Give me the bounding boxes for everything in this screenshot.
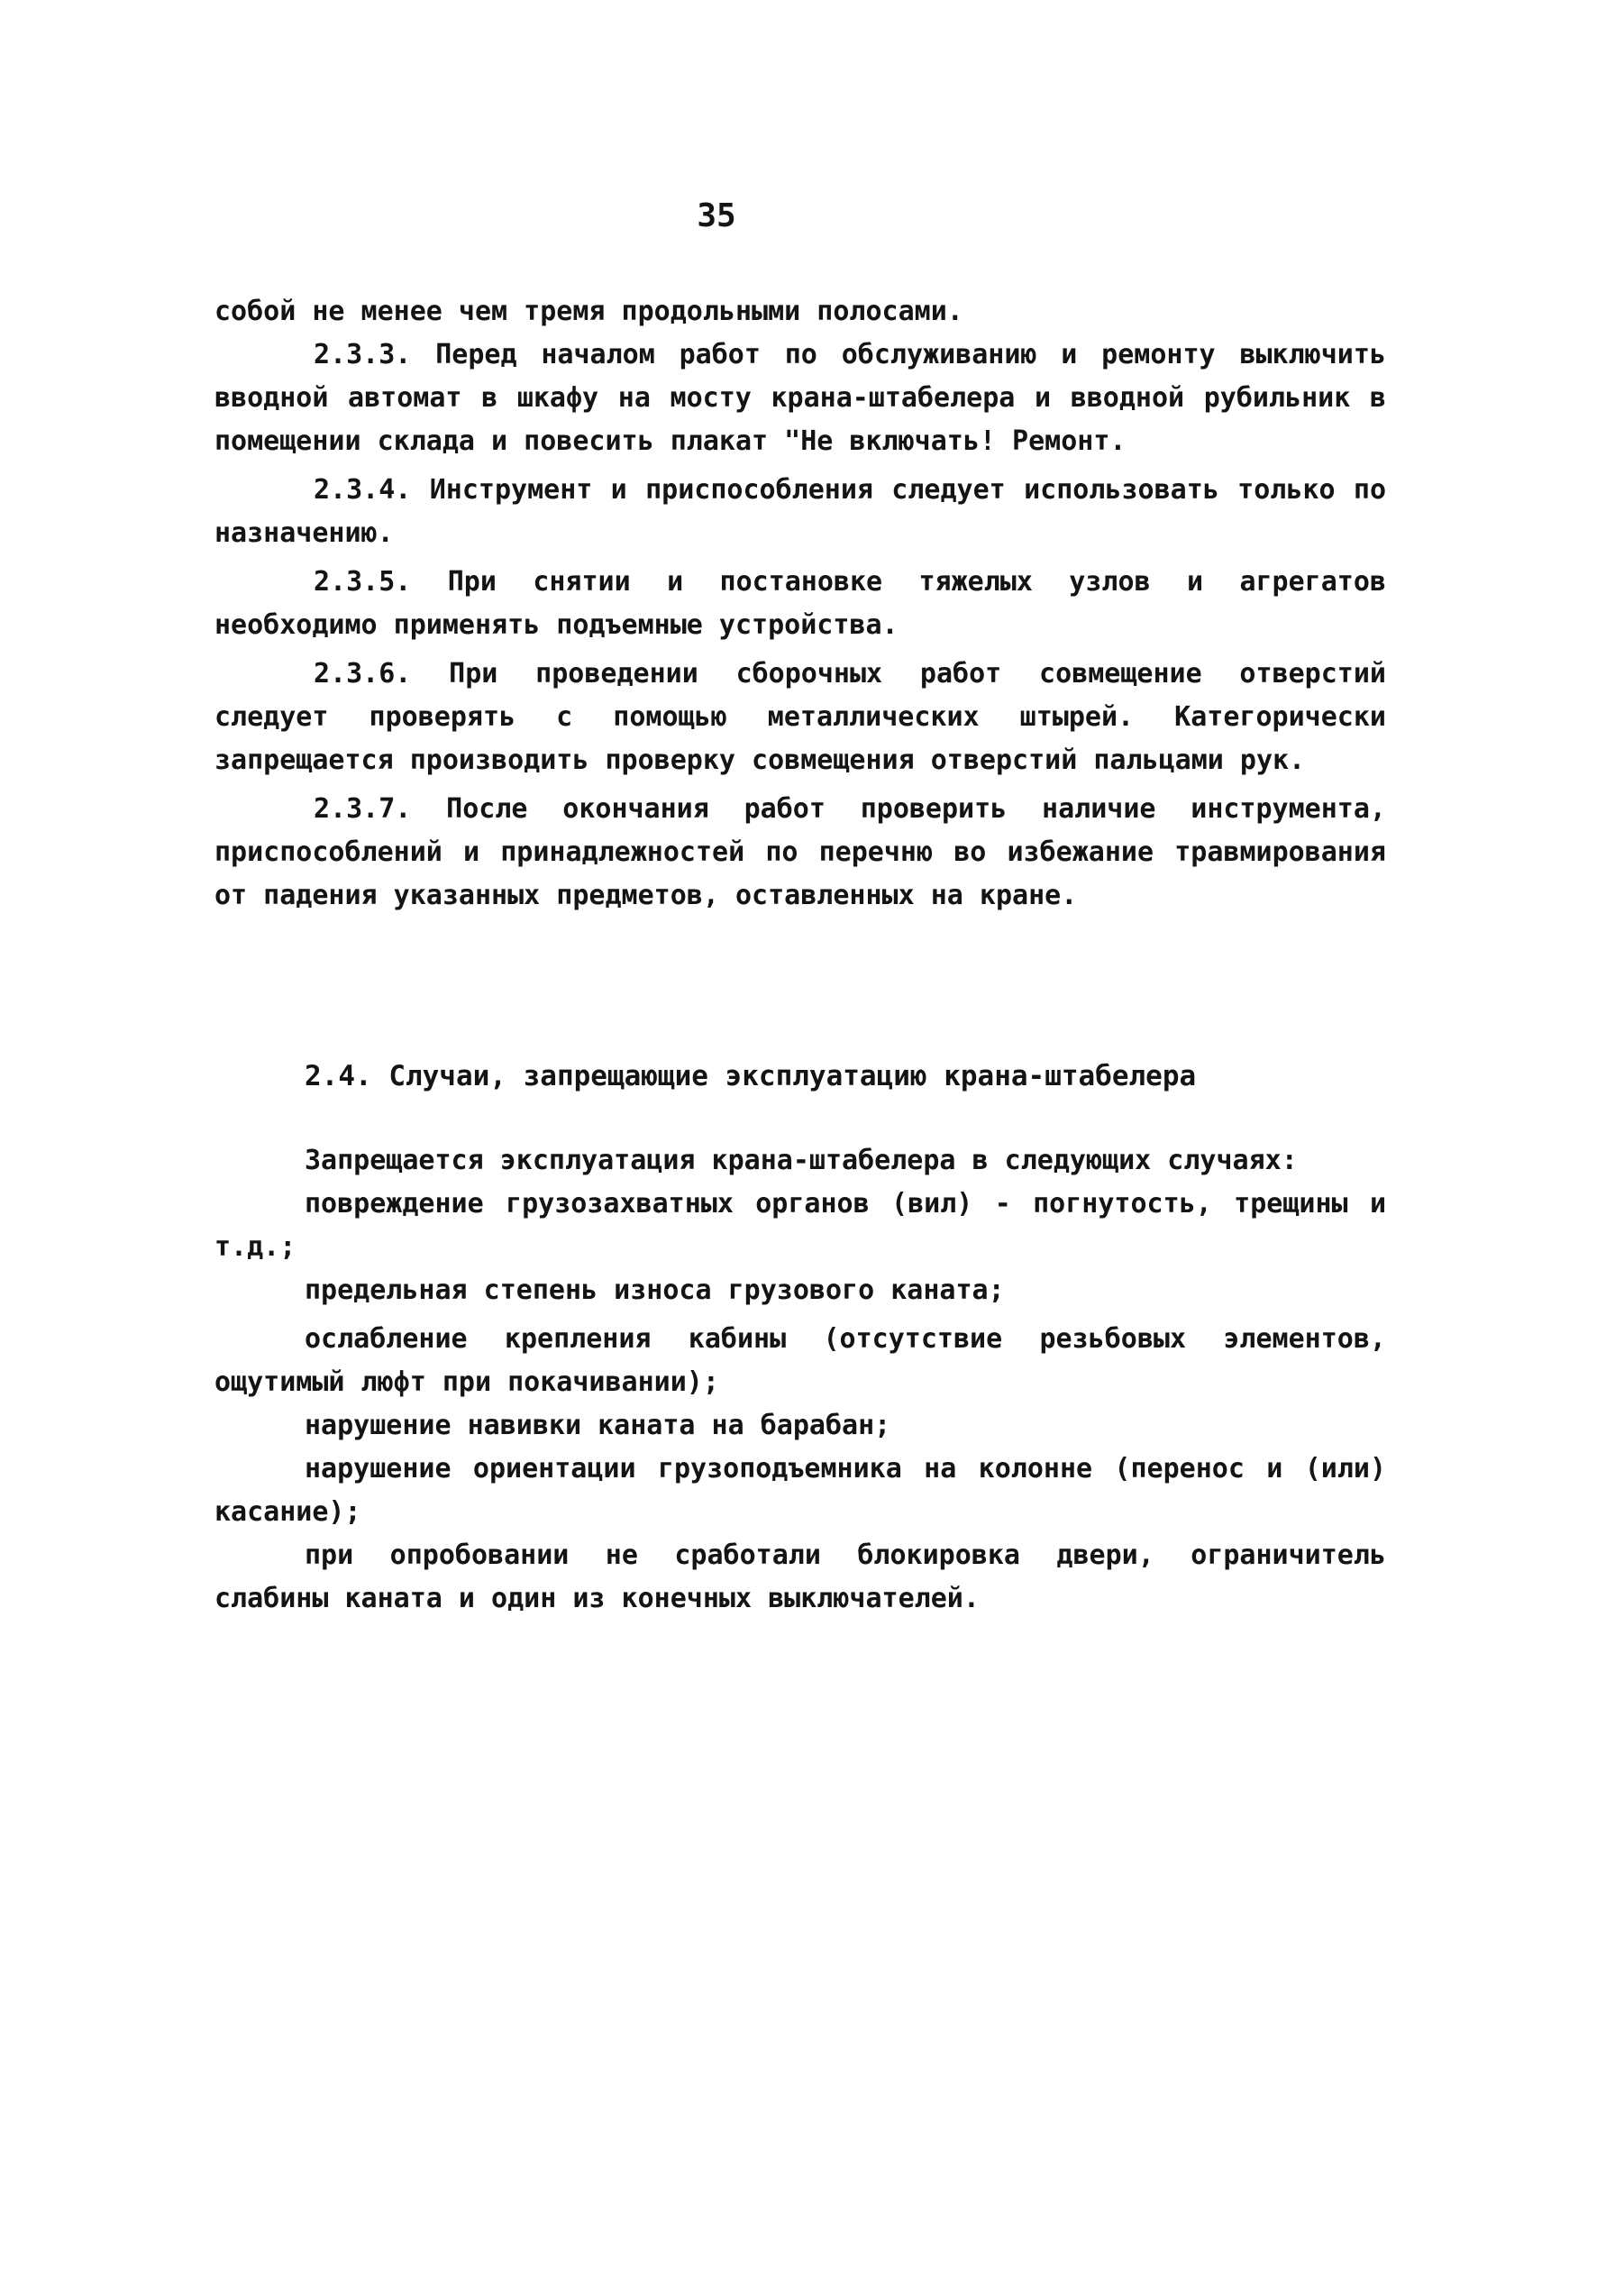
paragraph-2-3-6: 2.3.6. При проведении сборочных работ совмещение отверстий следует проверять с помощью металлических штырей. Категорически запрещается производить проверку совмещения отверстий пальцами рук. bbox=[214, 658, 1386, 776]
section-2-4-heading-block bbox=[214, 1055, 1386, 1098]
list-item: при опробовании не сработали блокировка двери, ограничитель слабины каната и один из конечных выключателей. bbox=[214, 1539, 1386, 1614]
paragraph-2-3-5: 2.3.5. При снятии и постановке тяжелых узлов и агрегатов необходимо применять подъемные устройства. bbox=[214, 566, 1386, 641]
list-item: нарушение навивки каната на барабан; bbox=[305, 1410, 891, 1441]
list-item: повреждение грузозахватных органов (вил) - погнутость, трещины и т.д.; bbox=[214, 1188, 1386, 1263]
list-item: предельная степень износа грузового каната; bbox=[305, 1274, 1005, 1306]
paragraph-2-3-7: 2.3.7. После окончания работ проверить наличие инструмента, приспособлений и принадлежностей по перечню во избежание травмирования от падения указанных предметов, оставленных на кране. bbox=[214, 793, 1386, 911]
paragraph-2-3-4: 2.3.4. Инструмент и приспособления следует использовать только по назначению. bbox=[214, 474, 1386, 549]
paragraph-continuation: собой не менее чем тремя продольными полосами. bbox=[214, 296, 963, 327]
section-2-4-intro: Запрещается эксплуатация крана-штабелера в следующих случаях: bbox=[305, 1145, 1298, 1176]
list-item: ослабление крепления кабины (отсутствие резьбовых элементов, ощутимый люфт при покачивании); bbox=[214, 1323, 1386, 1398]
list-item: нарушение ориентации грузоподъемника на колонне (перенос и (или) касание); bbox=[214, 1453, 1386, 1528]
paragraph-2-3-3: 2.3.3. Перед началом работ по обслуживанию и ремонту выключить вводной автомат в шкафу на мосту крана-штабелера и вводной рубильник в помещении склада и повесить плакат "Не включать! Ремонт. bbox=[214, 339, 1386, 457]
section-2-3-continuation bbox=[214, 290, 1386, 918]
page-number: 35 bbox=[697, 197, 736, 234]
section-2-4-body bbox=[214, 1130, 1386, 1621]
section-2-4-title: 2.4. Случаи, запрещающие эксплуатацию крана-штабелера bbox=[305, 1060, 1197, 1092]
